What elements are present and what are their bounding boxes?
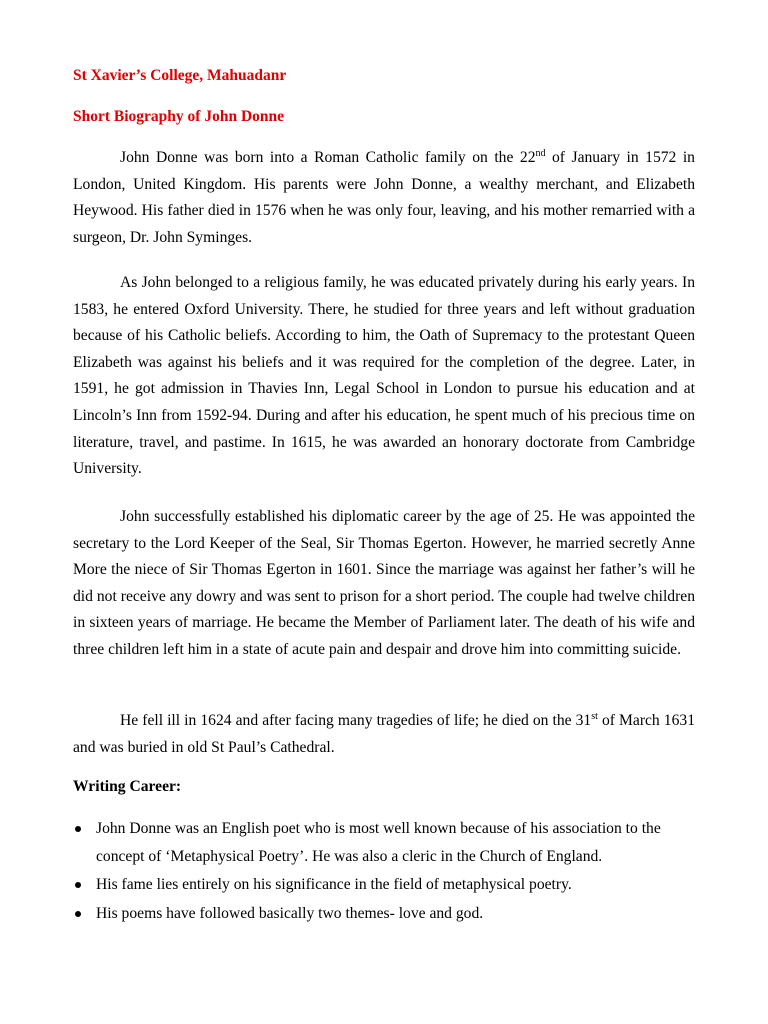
paragraph-text: of January in 1572 in London, United Kingdom. His parents were John Donne, a wealthy merchant, and Elizabeth Heywood. His father died in 1576 when he was only four, leaving, and his mother remarried with a surgeon, Dr. John Syminges. <box>73 149 695 246</box>
paragraph-career: John successfully established his diplomatic career by the age of 25. He was appointed the secretary to the Lord Keeper of the Seal, Sir Thomas Egerton. However, he married secretly Anne More the niece of Sir Thomas Egerton in 1601. Since the marriage was against her father’s will he did not receive any dowry and was sent to prison for a short period. The couple had twelve children in sixteen years of marriage. He became the Member of Parliament later. The death of his wife and three children left him in a state of acute pain and despair and drove him into committing suicide. <box>73 508 695 658</box>
bullet-icon <box>75 911 81 917</box>
paragraph-education: As John belonged to a religious family, he was educated privately during his early years. In 1583, he entered Oxford University. There, he studied for three years and left without graduation because of his Catholic beliefs. According to him, the Oath of Supremacy to the protestant Queen Elizabeth was against his beliefs and it was required for the completion of the degree. Later, in 1591, he got admission in Thavies Inn, Legal School in London to pursue his education and at Lincoln’s Inn from 1592-94. During and after his education, he spent much of his precious time on literature, travel, and pastime. In 1615, he was awarded an honorary doctorate from Cambridge University. <box>73 274 695 478</box>
bullet-icon <box>75 826 81 832</box>
document-title: Short Biography of John Donne <box>73 108 285 125</box>
paragraph-text: John Donne was born into a Roman Catholic family on the 22 <box>120 149 536 166</box>
paragraph-death <box>73 708 695 761</box>
college-heading: St Xavier’s College, Mahuadanr <box>73 67 287 84</box>
writing-career-heading: Writing Career: <box>73 778 182 795</box>
paragraph-text: He fell ill in 1624 and after facing many tragedies of life; he died on the 31 <box>120 712 592 729</box>
writing-career-list <box>73 815 695 928</box>
superscript: nd <box>535 147 546 159</box>
superscript: st <box>591 710 598 722</box>
list-item-text: His poems have followed basically two themes- love and god. <box>96 904 484 922</box>
list-item <box>73 900 695 928</box>
paragraph-text: of March 1631 and was buried in old St Paul’s Cathedral. <box>73 712 695 756</box>
list-item <box>73 871 695 899</box>
list-item-text: John Donne was an English poet who is most well known because of his association to the concept of ‘Metaphysical Poetry’. He was also a cleric in the Church of England. <box>96 820 661 865</box>
list-item-text: His fame lies entirely on his significance in the field of metaphysical poetry. <box>96 876 572 893</box>
bullet-icon <box>75 882 81 888</box>
paragraph-birth <box>73 145 695 251</box>
list-item <box>73 815 695 870</box>
